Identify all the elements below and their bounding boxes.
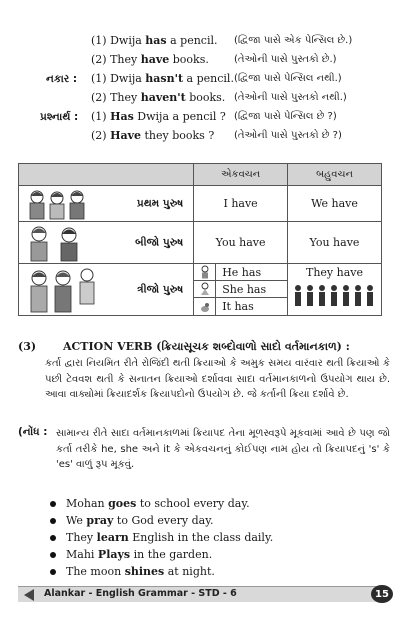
third-singular-she: She has [194,281,287,298]
third-plural-text: They have [305,266,363,279]
example-english: (2) Have they books ? [91,129,215,142]
table-row-third-person [19,264,382,316]
list-item: Mohan goes to school every day. [50,495,273,512]
second-person-cell [19,222,194,264]
boys-illustration-icon [23,188,93,220]
header-singular: એકવચન [194,164,288,186]
second-plural-cell: You have [288,222,382,264]
triangle-left-icon [24,589,34,601]
header-plural: બહુવચન [288,164,382,186]
third-singular-it: It has [194,298,287,315]
example-label: નકાર : [46,73,78,85]
first-person-label: પ્રથમ પુરુષ [136,197,184,209]
example-label: પ્રશ્નાર્થ : [40,111,79,123]
first-plural-cell: We have [288,186,382,222]
third-singular-he: He has [194,264,287,281]
note-label: (નોંધ : [18,426,48,438]
list-item: Mahi Plays in the garden. [50,546,273,563]
example-english: (1) Dwija has a pencil. [91,34,218,47]
example-gujarati: (તેઓની પાસે પુસ્તકો છે.) [234,54,337,65]
section-heading [18,339,398,355]
third-plural-cell [288,264,382,316]
table-row-first-person [19,186,382,222]
example-gujarati: (તેઓની પાસે પુસ્તકો છે ?) [234,130,342,141]
table-row-second-person [19,222,382,264]
children-talking-illustration-icon [23,224,93,262]
boy-icon [194,264,216,281]
example-gujarati: (તેઓની પાસે પુસ્તકો નથી.) [234,92,347,103]
page-number-badge: 15 [371,585,393,603]
list-item: The moon shines at night. [50,563,273,580]
section-title: ACTION VERB (ક્રિયાસૂચક શબ્દોવાળો સાદો વર્તમાનકાળ) : [63,340,350,353]
animal-icon [194,298,216,315]
example-sentence-list [50,495,273,580]
first-singular-cell: I have [194,186,288,222]
second-person-label: બીજો પુરુષ [135,236,184,248]
person-number-table [18,163,382,316]
girl-icon [194,281,216,298]
third-singular-cell [194,264,288,316]
third-person-cell [19,264,194,316]
section-number: (3) [18,340,37,353]
example-gujarati: (દ્વિજા પાસે પેન્સિલ નથી.) [234,73,342,84]
table-header-blank [19,164,194,186]
table-header-row [19,164,382,186]
example-english: (1) Dwija hasn't a pencil. [91,72,234,85]
footer-title: Alankar - English Grammar - STD - 6 [44,588,237,599]
third-person-label: ત્રીજો પુરુષ [137,283,184,295]
example-english: (1) Has Dwija a pencil ? [91,110,226,123]
example-english: (2) They have books. [91,53,209,66]
list-item: We pray to God every day. [50,512,273,529]
example-english: (2) They haven't books. [91,91,226,104]
example-gujarati: (દ્વિજા પાસે પેન્સિલ છે ?) [234,111,337,122]
page-footer [18,586,384,602]
children-pointing-illustration-icon [23,266,103,314]
section-body: કર્તા દ્વારા નિયમિત રીતે રોજિંદી થતી ક્રિયાઓ કે અમુક સમય વારંવાર થતી ક્રિયાઓ કે પછી ટેવવશ થતી કે સનાતન ક્રિયાઓ દર્શાવવા સાદા વર્તમાનકાળનો ઉપયોગ થાય છે. આવા વાક્યોમાં ક્રિયાદર્શક ક્રિયાપદોનો ઉપયોગ છે. જે કર્તાની ક્રિયા દર્શાવે છે. [45,358,390,400]
list-item: They learn English in the class daily. [50,529,273,546]
first-person-cell [19,186,194,222]
group-people-icon [288,281,380,313]
example-gujarati: (દ્વિજા પાસે એક પેન્સિલ છે.) [234,35,353,46]
note-body: સામાન્ય રીતે સાદા વર્તમાનકાળમાં ક્રિયાપદ તેના મૂળસ્વરૂપે મૂકવામાં આવે છે પણ જો કર્તા તરીકે he, she અને it કે એકવચનનું કોઈપણ નામ હોય તો ક્રિયાપદનું 's' કે 'es' વાળું રૂપ મૂકવું. [56,428,390,470]
second-singular-cell: You have [194,222,288,264]
